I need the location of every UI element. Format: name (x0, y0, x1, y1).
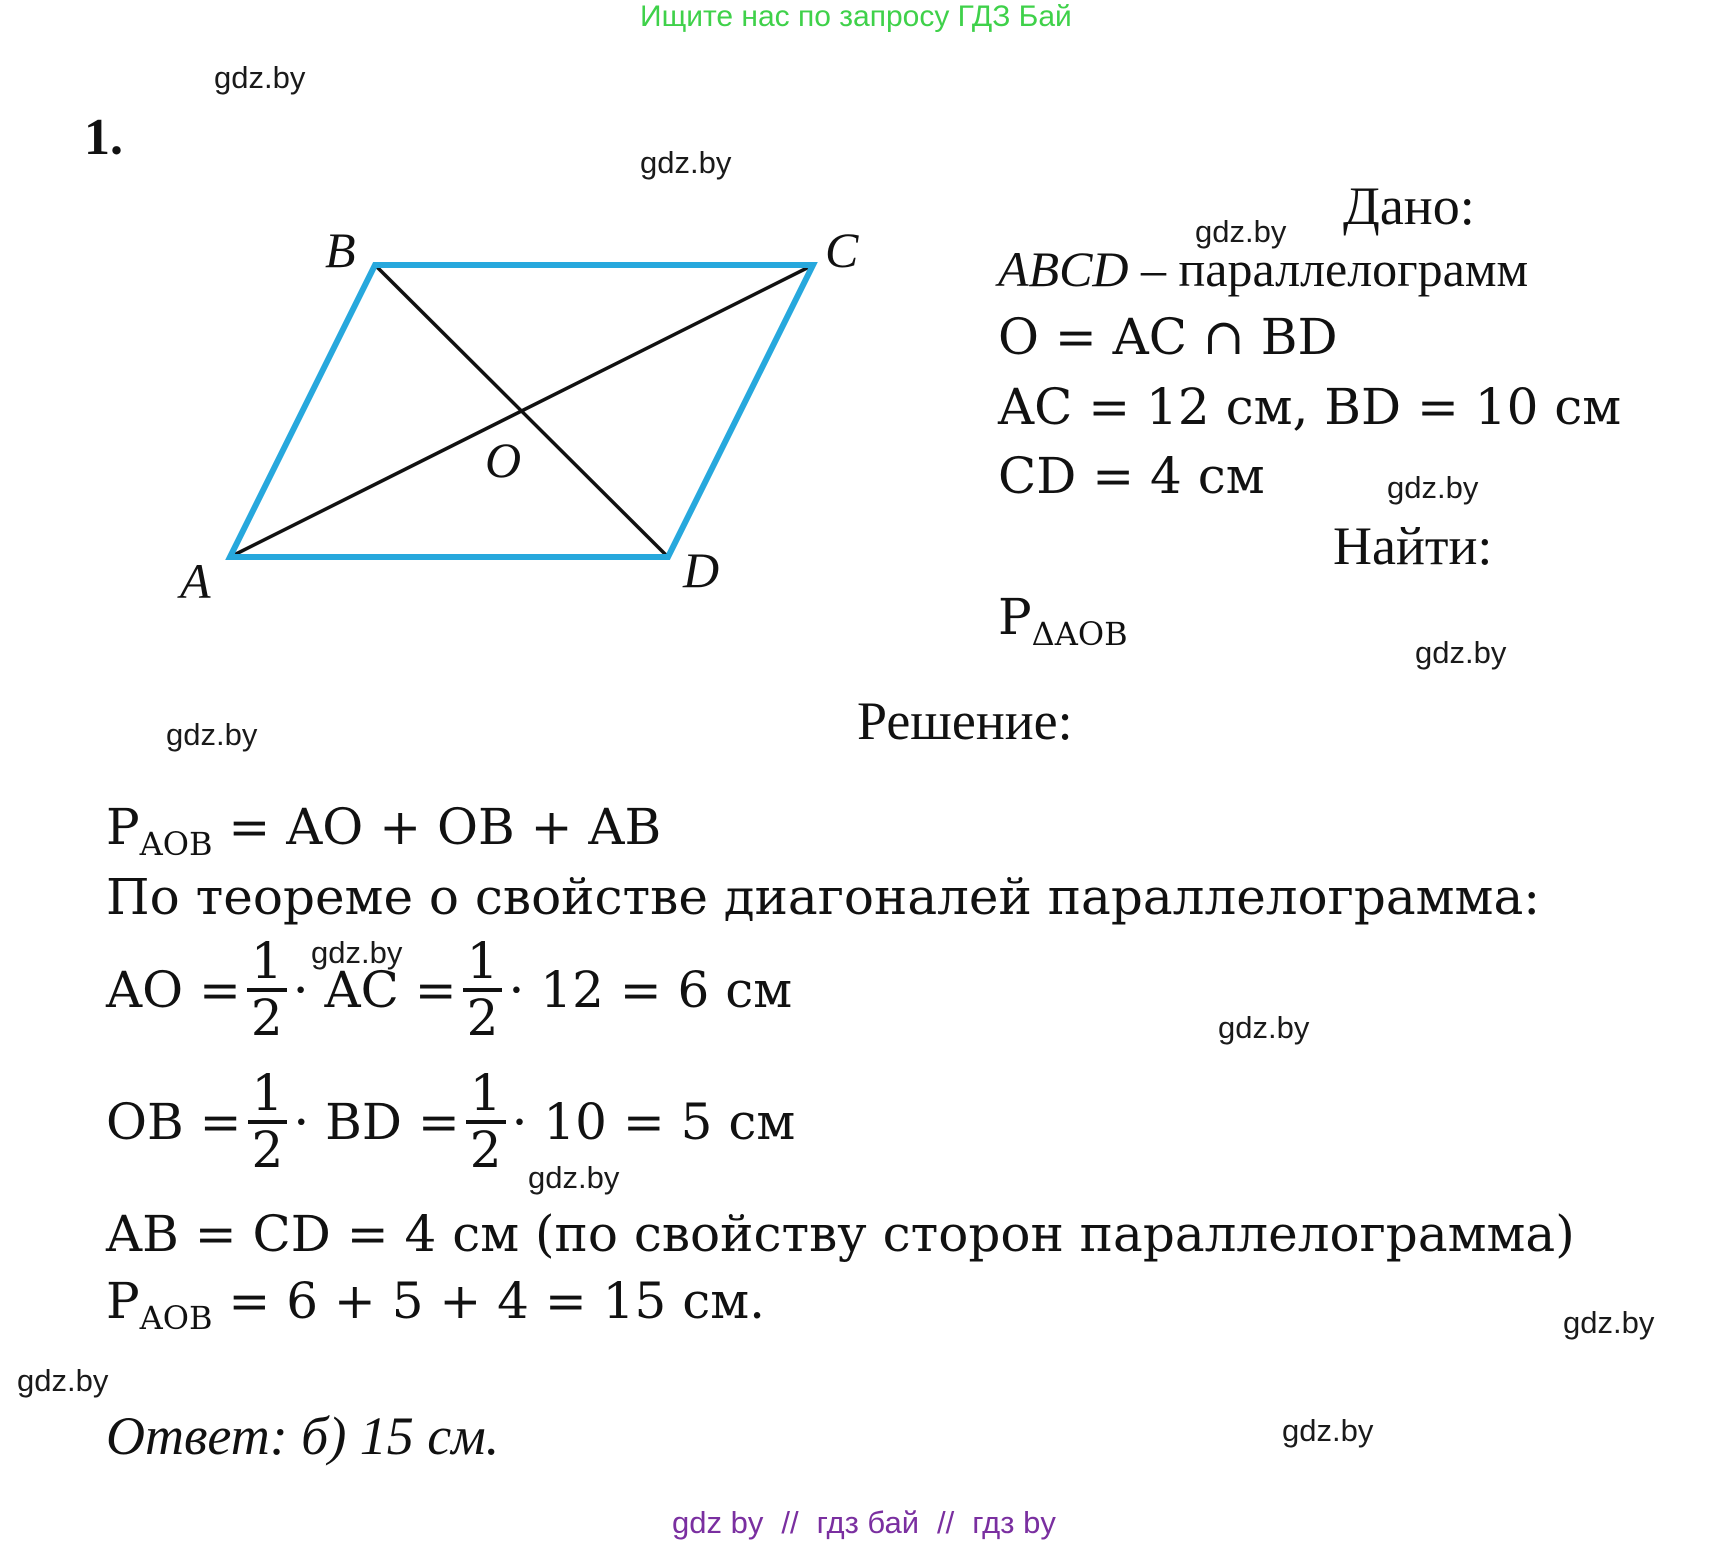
fraction-one-half: $\frac{1}{2}$ (247, 935, 287, 1044)
fraction-one-half: $\frac{1}{2}$ (466, 1067, 506, 1176)
perimeter-result: = 6 + 5 + 4 = 15 см. (212, 1272, 765, 1330)
ao-lhs: AO = (106, 960, 241, 1019)
ob-mid: · BD = (293, 1092, 460, 1151)
perimeter-formula: = AO + OB + AB (212, 798, 662, 856)
perimeter-symbol: P (106, 1272, 140, 1330)
footer-link[interactable]: gdz by (672, 1505, 764, 1540)
perimeter-subscript: AOB (139, 1299, 213, 1338)
answer: Ответ: б) 15 см. (106, 1406, 500, 1466)
ao-mid: · AC = (292, 960, 457, 1019)
top-banner: Ищите нас по запросу ГДЗ Бай (640, 0, 1072, 33)
find-perimeter-subscript: ΔAOB (1031, 615, 1128, 654)
watermark: gdz.by (311, 935, 403, 970)
given-line-1 (998, 240, 1528, 298)
vertex-label-c: C (825, 222, 859, 278)
watermark: gdz.by (640, 145, 732, 180)
watermark: gdz.by (166, 717, 258, 752)
perimeter-symbol: P (106, 798, 140, 856)
watermark: gdz.by (1218, 1010, 1310, 1045)
watermark: gdz.by (528, 1160, 620, 1195)
footer-link[interactable]: гдз by (972, 1505, 1056, 1540)
fraction-one-half: $\frac{1}{2}$ (463, 935, 503, 1044)
center-label-o: O (485, 432, 522, 488)
perimeter-subscript: AOB (139, 825, 213, 864)
given-line-3: AC = 12 см, BD = 10 см (998, 378, 1622, 436)
watermark: gdz.by (1387, 470, 1479, 505)
given-figure-type: – параллелограмм (1128, 241, 1529, 297)
find-heading: Найти: (1333, 516, 1493, 576)
given-line-2: O = AC ∩ BD (998, 308, 1338, 366)
parallelogram-diagonals (230, 265, 813, 557)
solution-line-3 (106, 932, 793, 1047)
fraction-one-half: $\frac{1}{2}$ (248, 1067, 288, 1176)
watermark: gdz.by (1415, 635, 1507, 670)
vertex-label-b: B (325, 222, 356, 278)
problem-number: 1. (84, 109, 123, 166)
find-value (998, 588, 1128, 653)
find-perimeter-symbol: P (998, 588, 1032, 646)
footer-separator: // (937, 1505, 955, 1540)
watermark: gdz.by (17, 1363, 109, 1398)
given-line-4: CD = 4 см (998, 447, 1265, 505)
solution-line-2: По теореме о свойстве диагоналей параллелограмма: (106, 868, 1541, 926)
parallelogram-figure (150, 205, 890, 625)
solution-heading: Решение: (857, 691, 1073, 751)
ao-result: · 12 = 6 см (508, 960, 793, 1019)
solution-line-1 (106, 798, 661, 863)
watermark: gdz.by (1195, 214, 1287, 249)
watermark: gdz.by (214, 60, 306, 95)
solution-line-5: AB = CD = 4 см (по свойству сторон параллелограмма) (106, 1205, 1575, 1263)
footer-link[interactable]: гдз бай (816, 1505, 920, 1540)
footer (672, 1505, 1056, 1541)
watermark: gdz.by (1563, 1305, 1655, 1340)
given-heading: Дано: (1343, 176, 1475, 236)
solution-line-6 (106, 1272, 765, 1337)
footer-separator: // (781, 1505, 799, 1540)
ob-lhs: OB = (106, 1092, 242, 1151)
ob-result: · 10 = 5 см (511, 1092, 796, 1151)
watermark: gdz.by (1282, 1413, 1374, 1448)
diagonal-bd (375, 265, 668, 557)
vertex-label-a: A (180, 553, 211, 609)
vertex-label-d: D (683, 542, 720, 598)
given-figure-name: ABCD (998, 241, 1129, 297)
